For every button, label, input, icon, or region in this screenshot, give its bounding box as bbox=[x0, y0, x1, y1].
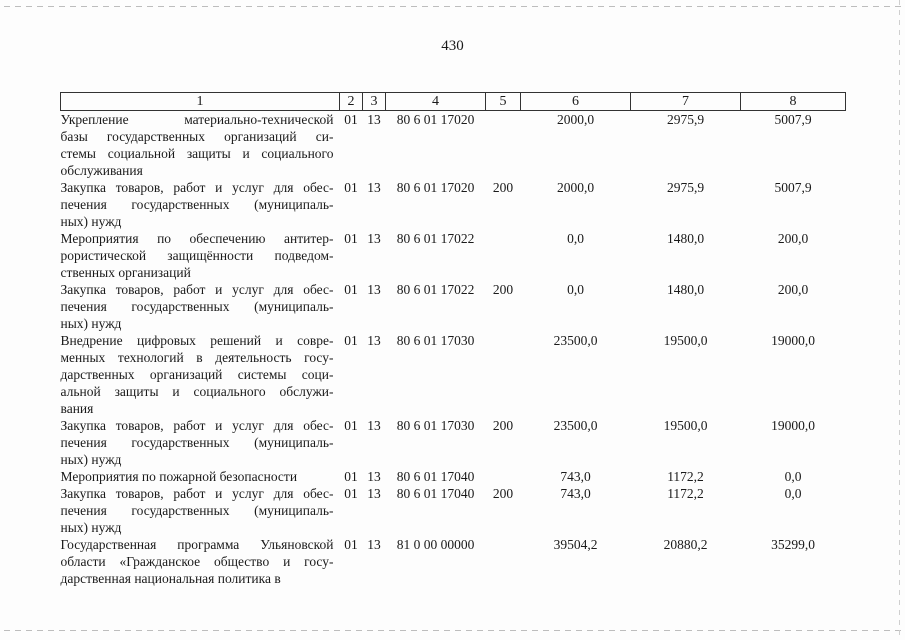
row-section: 01 bbox=[344, 486, 358, 501]
row-amount-col6: 2000,0 bbox=[556, 180, 595, 195]
row-amount-col8: 200,0 bbox=[777, 282, 809, 297]
row-expense-type: 200 bbox=[492, 418, 514, 433]
row-amount-col7: 1480,0 bbox=[666, 231, 705, 246]
row-name-line: Мероприятия по обеспечению антитер- bbox=[60, 231, 334, 246]
row-name-line: ных) нужд bbox=[60, 316, 122, 331]
row-amount-col8: 5007,9 bbox=[774, 112, 812, 127]
table-row bbox=[61, 468, 846, 485]
row-amount-col7: 2975,9 bbox=[666, 112, 705, 127]
row-name-line: вания bbox=[60, 401, 94, 416]
row-expense-type bbox=[486, 468, 521, 485]
row-name-line: базы государственных организаций си- bbox=[60, 129, 334, 144]
header-col-2: 2 bbox=[340, 93, 363, 111]
row-subsection: 13 bbox=[367, 418, 381, 433]
row-name-line: Закупка товаров, работ и услуг для обес- bbox=[60, 418, 334, 433]
row-target-code: 81 0 00 00000 bbox=[396, 537, 475, 552]
row-amount-col7: 1172,2 bbox=[667, 486, 704, 501]
row-amount-col8: 0,0 bbox=[784, 469, 802, 484]
header-col-3: 3 bbox=[363, 93, 386, 111]
table-row bbox=[61, 179, 846, 230]
table-row bbox=[61, 230, 846, 281]
row-name-line: стемы социальной защиты и социального bbox=[60, 146, 334, 161]
row-amount-col8: 35299,0 bbox=[771, 537, 815, 552]
row-amount-col8: 5007,9 bbox=[774, 180, 812, 195]
row-name-line: Мероприятия по пожарной безопасности bbox=[60, 469, 298, 484]
table-row bbox=[61, 111, 846, 180]
row-expense-type bbox=[486, 111, 521, 180]
table-row bbox=[61, 332, 846, 417]
row-target-code: 80 6 01 17030 bbox=[396, 418, 475, 433]
row-subsection: 13 bbox=[367, 231, 381, 246]
row-name-line: ных) нужд bbox=[60, 214, 122, 229]
row-name bbox=[61, 536, 340, 587]
header-col-6: 6 bbox=[521, 93, 631, 111]
scan-edge-top bbox=[4, 6, 901, 7]
table-header-row bbox=[61, 93, 846, 111]
scan-edge-right bbox=[899, 0, 900, 640]
row-name-line: рористической защищённости подведом- bbox=[60, 248, 334, 263]
row-expense-type bbox=[486, 536, 521, 587]
row-name-line: печения государственных (муниципаль- bbox=[60, 197, 334, 212]
row-amount-col7: 19500,0 bbox=[663, 418, 708, 433]
row-amount-col7: 2975,9 bbox=[666, 180, 705, 195]
header-col-8: 8 bbox=[741, 93, 846, 111]
header-col-5: 5 bbox=[486, 93, 521, 111]
row-name-line: ных) нужд bbox=[60, 452, 122, 467]
row-target-code: 80 6 01 17030 bbox=[396, 333, 475, 348]
row-target-code: 80 6 01 17022 bbox=[396, 231, 475, 246]
row-name-line: Закупка товаров, работ и услуг для обес- bbox=[60, 282, 334, 297]
row-amount-col7: 19500,0 bbox=[663, 333, 708, 348]
row-amount-col7: 20880,2 bbox=[663, 537, 708, 552]
table-row bbox=[61, 281, 846, 332]
row-expense-type: 200 bbox=[492, 486, 514, 501]
row-name-line: менных технологий в деятельность госу- bbox=[60, 350, 334, 365]
row-name-line: ственных организаций bbox=[60, 265, 191, 280]
header-col-7: 7 bbox=[631, 93, 741, 111]
row-amount-col6: 2000,0 bbox=[556, 112, 595, 127]
row-name-line: Внедрение цифровых решений и совре- bbox=[60, 333, 334, 348]
row-name-line: Укрепление материально-технической bbox=[60, 112, 334, 127]
row-name bbox=[61, 111, 340, 180]
row-name-line: Государственная программа Ульяновской bbox=[60, 537, 334, 552]
row-expense-type: 200 bbox=[492, 180, 514, 195]
row-section: 01 bbox=[344, 180, 358, 195]
row-name bbox=[61, 179, 340, 230]
row-amount-col7: 1480,0 bbox=[666, 282, 705, 297]
row-name-line: альной защиты и социального обслужи- bbox=[60, 384, 334, 399]
row-name bbox=[61, 485, 340, 536]
row-amount-col6: 0,0 bbox=[567, 231, 584, 246]
row-subsection: 13 bbox=[367, 180, 381, 195]
row-amount-col6: 23500,0 bbox=[553, 333, 598, 348]
row-name bbox=[61, 281, 340, 332]
row-expense-type: 200 bbox=[492, 282, 514, 297]
row-subsection: 13 bbox=[367, 112, 381, 127]
row-name-line: дарственных организаций системы соци- bbox=[60, 367, 334, 382]
header-col-4: 4 bbox=[386, 93, 486, 111]
row-section: 01 bbox=[344, 469, 358, 484]
row-amount-col6: 743,0 bbox=[560, 486, 591, 501]
row-amount-col8: 0,0 bbox=[784, 486, 802, 501]
table-row bbox=[61, 536, 846, 587]
row-subsection: 13 bbox=[367, 282, 381, 297]
row-section: 01 bbox=[344, 112, 358, 127]
row-name-line: ных) нужд bbox=[60, 520, 122, 535]
row-subsection: 13 bbox=[367, 486, 381, 501]
table-body bbox=[61, 111, 846, 588]
row-amount-col6: 0,0 bbox=[567, 282, 584, 297]
row-target-code: 80 6 01 17040 bbox=[396, 469, 475, 484]
row-section: 01 bbox=[344, 231, 358, 246]
row-section: 01 bbox=[344, 418, 358, 433]
row-amount-col6: 23500,0 bbox=[553, 418, 598, 433]
row-section: 01 bbox=[344, 282, 358, 297]
budget-table bbox=[60, 92, 846, 587]
row-amount-col6: 743,0 bbox=[560, 469, 591, 484]
row-target-code: 80 6 01 17022 bbox=[396, 282, 475, 297]
row-subsection: 13 bbox=[367, 537, 381, 552]
row-section: 01 bbox=[344, 537, 358, 552]
row-target-code: 80 6 01 17020 bbox=[396, 180, 475, 195]
row-name bbox=[61, 417, 340, 468]
header-col-1: 1 bbox=[61, 93, 340, 111]
row-name bbox=[61, 230, 340, 281]
table-row bbox=[61, 417, 846, 468]
page-number: 430 bbox=[441, 38, 464, 54]
scan-edge-bottom bbox=[4, 630, 901, 631]
row-expense-type bbox=[486, 230, 521, 281]
row-name-line: дарственная национальная политика в bbox=[60, 571, 281, 586]
row-name bbox=[61, 468, 340, 485]
row-amount-col8: 19000,0 bbox=[771, 333, 815, 348]
row-name-line: области «Гражданское общество и госу- bbox=[60, 554, 334, 569]
row-name-line: Закупка товаров, работ и услуг для обес- bbox=[60, 180, 334, 195]
row-section: 01 bbox=[344, 333, 358, 348]
row-subsection: 13 bbox=[367, 469, 381, 484]
row-name bbox=[61, 332, 340, 417]
row-name-line: Закупка товаров, работ и услуг для обес- bbox=[60, 486, 334, 501]
row-name-line: обслуживания bbox=[60, 163, 143, 178]
row-name-line: печения государственных (муниципаль- bbox=[60, 503, 334, 518]
row-target-code: 80 6 01 17020 bbox=[396, 112, 475, 127]
row-subsection: 13 bbox=[367, 333, 381, 348]
table-row bbox=[61, 485, 846, 536]
row-expense-type bbox=[486, 332, 521, 417]
row-target-code: 80 6 01 17040 bbox=[396, 486, 475, 501]
row-amount-col8: 200,0 bbox=[777, 231, 809, 246]
row-amount-col8: 19000,0 bbox=[771, 418, 815, 433]
row-name-line: печения государственных (муниципаль- bbox=[60, 435, 334, 450]
row-amount-col6: 39504,2 bbox=[553, 537, 598, 552]
row-name-line: печения государственных (муниципаль- bbox=[60, 299, 334, 314]
row-amount-col7: 1172,2 bbox=[667, 469, 704, 484]
